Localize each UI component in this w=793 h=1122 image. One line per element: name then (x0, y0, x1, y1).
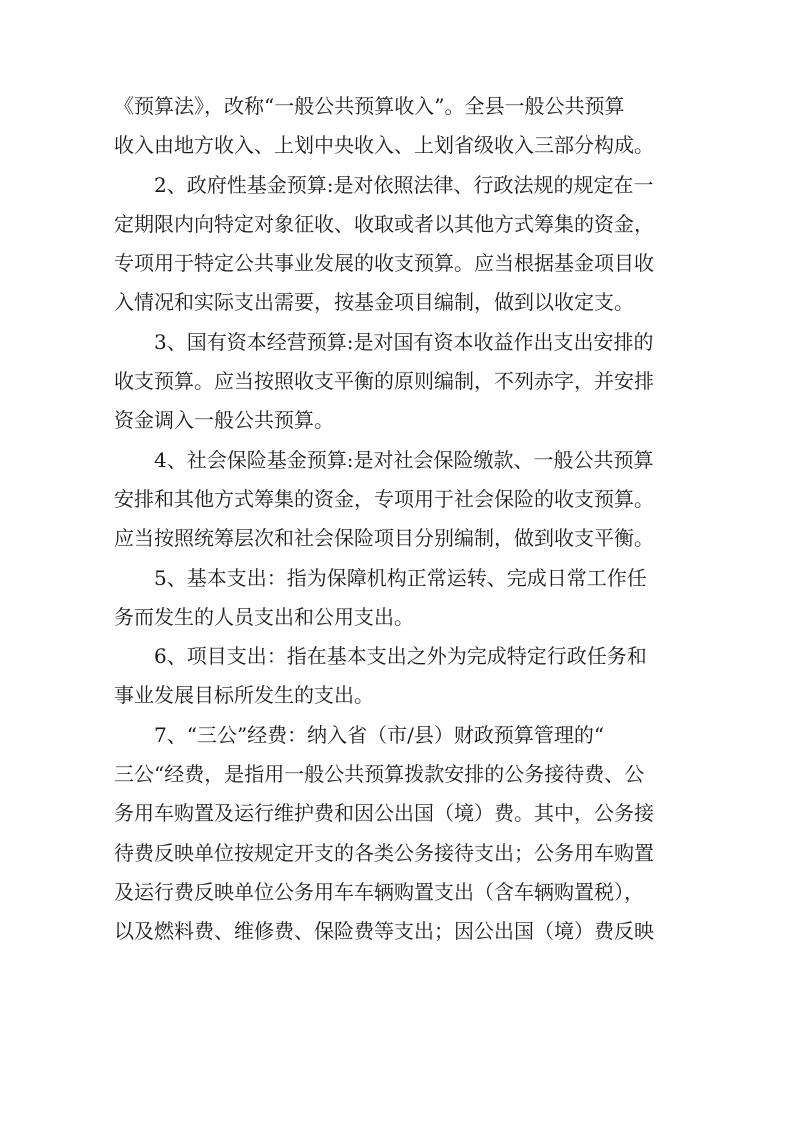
paragraph-project-expenditure (114, 637, 684, 716)
text-line: 4、社会保险基金预算:是对社会保险缴款、一般公共预算 (154, 447, 654, 472)
text-line: 及运行费反映单位公务用车车辆购置支出（含车辆购置税）， (114, 879, 644, 904)
text-line: 资金调入一般公共预算。 (114, 408, 334, 433)
text-line: 以及燃料费、维修费、保险费等支出；因公出国（境）费反映 (114, 919, 654, 944)
text-line: 2、政府性基金预算:是对依照法律、行政法规的规定在一 (154, 172, 654, 197)
text-line: 事业发展目标所发生的支出。 (114, 683, 374, 708)
text-line: 待费反映单位按规定开支的各类公务接待支出；公务用车购置 (114, 840, 654, 865)
text-line: 7、“三公”经费：纳入省（市/县）财政预算管理的“ (154, 722, 605, 747)
text-line: 安排和其他方式筹集的资金，专项用于社会保险的收支预算。 (114, 486, 654, 511)
text-line: 三公“经费，是指用一般公共预算拨款安排的公务接待费、公 (114, 762, 645, 787)
text-line: 收支预算。应当按照收支平衡的原则编制，不列赤字，并安排 (114, 369, 654, 394)
text-line: 入情况和实际支出需要，按基金项目编制，做到以收定支。 (114, 290, 634, 315)
paragraph-state-capital-budget (114, 323, 684, 441)
text-line: 5、基本支出：指为保障机构正常运转、完成日常工作任 (154, 565, 647, 590)
paragraph-three-public-expenses (114, 716, 684, 952)
text-line: 务用车购置及运行维护费和因公出国（境）费。其中，公务接 (114, 801, 654, 826)
paragraph-social-insurance-budget (114, 441, 684, 559)
paragraph-general-budget-revenue (114, 87, 684, 166)
text-line: 专项用于特定公共事业发展的收支预算。应当根据基金项目收 (114, 251, 654, 276)
text-line: 应当按照统筹层次和社会保险项目分别编制，做到收支平衡。 (114, 526, 654, 551)
text-line: 6、项目支出：指在基本支出之外为完成特定行政任务和 (154, 644, 647, 669)
text-line: 《预算法》，改称“一般公共预算收入”。全县一般公共预算 (114, 94, 625, 118)
paragraph-basic-expenditure (114, 559, 684, 638)
text-line: 定期限内向特定对象征收、收取或者以其他方式筹集的资金， (114, 211, 654, 236)
paragraph-government-fund-budget (114, 166, 684, 323)
text-line: 务而发生的人员支出和公用支出。 (114, 604, 414, 629)
text-line: 收入由地方收入、上划中央收入、上划省级收入三部分构成。 (114, 133, 654, 158)
document-body (114, 87, 684, 952)
text-line: 3、国有资本经营预算:是对国有资本收益作出支出安排的 (154, 329, 654, 354)
